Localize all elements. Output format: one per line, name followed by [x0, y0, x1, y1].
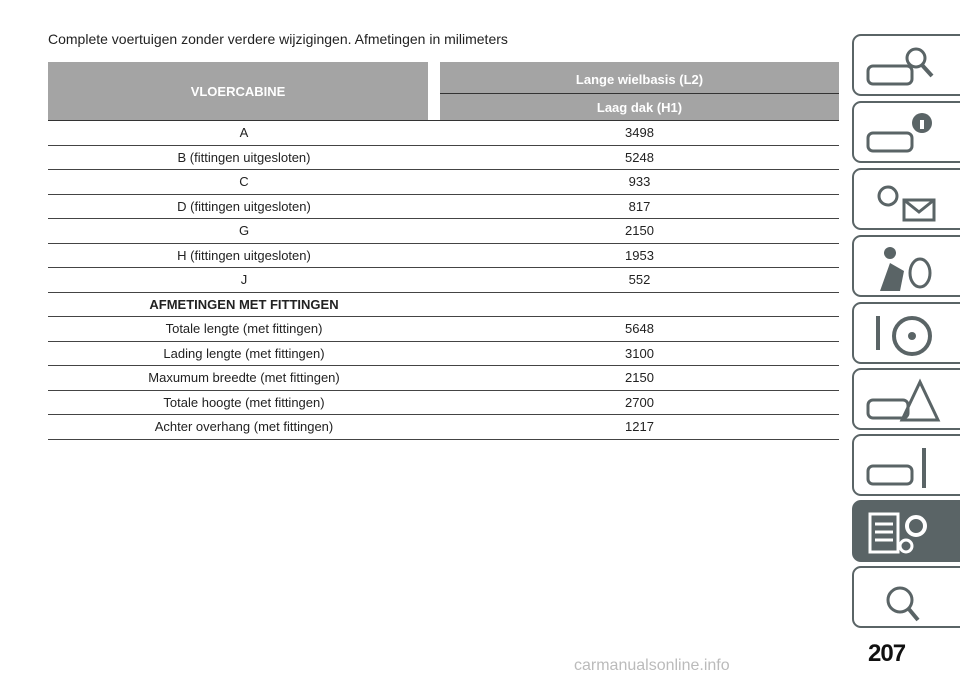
table-row — [48, 415, 839, 440]
table-row — [48, 391, 839, 416]
table-row — [48, 317, 839, 342]
chapter-tab-alphabet-index[interactable] — [852, 566, 960, 628]
row-value: 817 — [628, 198, 651, 214]
seatbelt-airbag-icon — [860, 241, 944, 295]
warning-lights-icon — [860, 174, 944, 228]
row-label: Maxumum breedte (met fittingen) — [148, 370, 340, 386]
chapter-tab-car-info[interactable] — [852, 101, 960, 163]
table-row — [48, 342, 839, 367]
row-label: C — [239, 174, 249, 190]
row-value: 2150 — [625, 370, 654, 386]
table-row — [48, 146, 839, 171]
row-value: 552 — [628, 272, 651, 288]
table-row — [48, 268, 839, 293]
table-header — [48, 62, 839, 121]
row-value: 5648 — [625, 321, 654, 337]
row-label: J — [240, 272, 248, 288]
row-value: 5248 — [625, 149, 654, 165]
row-value: 1953 — [625, 247, 654, 263]
row-value: 1217 — [625, 419, 654, 435]
row-value: 2700 — [625, 394, 654, 410]
header-wheelbase: Lange wielbasis (L2) — [440, 62, 839, 94]
chapter-tab-list-gears[interactable] — [852, 500, 960, 562]
row-label: Totale lengte (met fittingen) — [165, 321, 323, 337]
row-label: Achter overhang (met fittingen) — [154, 419, 334, 435]
table-row — [48, 244, 839, 269]
chapter-tab-car-warning-triangle[interactable] — [852, 368, 960, 430]
table-row — [48, 195, 839, 220]
row-label: A — [239, 125, 249, 141]
dimensions-table — [48, 62, 839, 440]
chapter-tab-car-search[interactable] — [852, 34, 960, 96]
page-number: 207 — [868, 640, 906, 667]
chapter-tab-key-steering-wheel[interactable] — [852, 302, 960, 364]
table-row — [48, 121, 839, 146]
key-steering-wheel-icon — [860, 308, 944, 362]
row-label: AFMETINGEN MET FITTINGEN — [149, 296, 339, 312]
header-roof: Laag dak (H1) — [596, 99, 683, 115]
list-gears-icon — [860, 506, 944, 560]
row-label: Totale hoogte (met fittingen) — [163, 394, 325, 410]
chapter-tab-seatbelt-airbag[interactable] — [852, 235, 960, 297]
header-cab-type: VLOERCABINE — [190, 83, 286, 99]
row-label: B (fittingen uitgesloten) — [177, 149, 311, 165]
car-warning-triangle-icon — [860, 374, 944, 428]
table-row — [48, 170, 839, 195]
car-search-icon — [860, 40, 944, 94]
row-label: H (fittingen uitgesloten) — [177, 247, 311, 263]
chapter-tab-car-wrench[interactable] — [852, 434, 960, 496]
row-value: 3498 — [625, 125, 654, 141]
row-label: D (fittingen uitgesloten) — [177, 198, 311, 214]
page-caption: Complete voertuigen zonder verdere wijzigingen. Afmetingen in milimeters — [48, 31, 508, 47]
row-value: 933 — [628, 174, 651, 190]
table-row — [48, 219, 839, 244]
car-wrench-icon — [860, 440, 944, 494]
table-section-row — [48, 293, 839, 318]
row-value: 2150 — [625, 223, 654, 239]
table-row — [48, 366, 839, 391]
alphabet-index-icon — [860, 572, 944, 626]
watermark: carmanualsonline.info — [574, 657, 730, 674]
row-label: G — [238, 223, 250, 239]
table-body — [48, 121, 839, 440]
row-value: 3100 — [625, 345, 654, 361]
row-label: Lading lengte (met fittingen) — [163, 345, 325, 361]
chapter-tab-warning-lights[interactable] — [852, 168, 960, 230]
car-info-icon — [860, 107, 944, 161]
